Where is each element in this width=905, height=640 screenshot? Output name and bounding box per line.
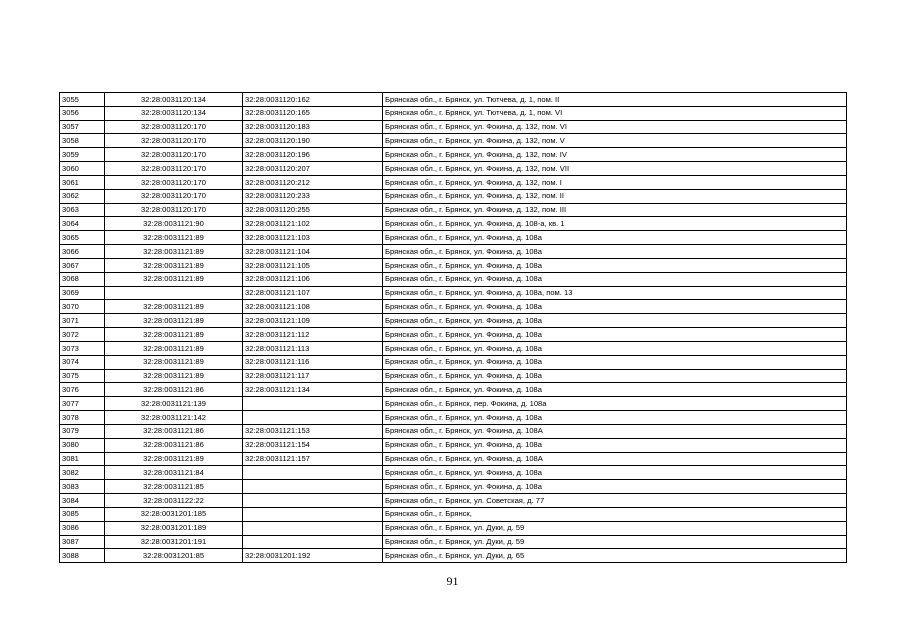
row-number-cell: 3071 (60, 314, 105, 328)
row-number-cell: 3058 (60, 134, 105, 148)
address-cell: Брянская обл., г. Брянск, ул. Советская, д. 77 (383, 494, 847, 508)
registry-table (59, 92, 847, 563)
cadastral-number-cell: 32:28:0031120:183 (243, 120, 383, 134)
address-cell: Брянская обл., г. Брянск, ул. Фокина, д. 108а (383, 328, 847, 342)
address-cell: Брянская обл., г. Брянск, ул. Фокина, д. 108а (383, 466, 847, 480)
table-row (60, 452, 847, 466)
table-row (60, 549, 847, 563)
address-cell: Брянская обл., г. Брянск, ул. Фокина, д. 108а (383, 272, 847, 286)
address-cell: Брянская обл., г. Брянск, ул. Тютчева, д. 1, пом. II (383, 93, 847, 107)
cadastral-number-cell: 32:28:0031121:154 (243, 438, 383, 452)
parent-cadastral-cell: 32:28:0031120:170 (105, 134, 243, 148)
cadastral-number-cell: 32:28:0031120:255 (243, 203, 383, 217)
row-number-cell: 3061 (60, 175, 105, 189)
table-row (60, 355, 847, 369)
table-row (60, 438, 847, 452)
table-row (60, 93, 847, 107)
table-row (60, 175, 847, 189)
table-row (60, 480, 847, 494)
row-number-cell: 3062 (60, 189, 105, 203)
cadastral-number-cell: 32:28:0031121:102 (243, 217, 383, 231)
row-number-cell: 3085 (60, 507, 105, 521)
address-cell: Брянская обл., г. Брянск, ул. Фокина, д. 108а (383, 245, 847, 259)
table-row (60, 217, 847, 231)
row-number-cell: 3080 (60, 438, 105, 452)
row-number-cell: 3083 (60, 480, 105, 494)
parent-cadastral-cell: 32:28:0031120:170 (105, 162, 243, 176)
address-cell: Брянская обл., г. Брянск, ул. Фокина, д. 108а (383, 355, 847, 369)
address-cell: Брянская обл., г. Брянск, ул. Фокина, д. 132, пом. IV (383, 148, 847, 162)
cadastral-number-cell: 32:28:0031120:165 (243, 106, 383, 120)
cadastral-number-cell: 32:28:0031201:192 (243, 549, 383, 563)
cadastral-number-cell (243, 494, 383, 508)
cadastral-number-cell (243, 521, 383, 535)
cadastral-number-cell (243, 411, 383, 425)
row-number-cell: 3068 (60, 272, 105, 286)
parent-cadastral-cell: 32:28:0031121:85 (105, 480, 243, 494)
address-cell: Брянская обл., г. Брянск, ул. Фокина, д. 132, пом. II (383, 189, 847, 203)
address-cell: Брянская обл., г. Брянск, ул. Фокина, д. 108а (383, 369, 847, 383)
cadastral-number-cell: 32:28:0031121:108 (243, 300, 383, 314)
page-number: 91 (446, 574, 459, 588)
parent-cadastral-cell: 32:28:0031121:89 (105, 355, 243, 369)
table-row (60, 314, 847, 328)
parent-cadastral-cell: 32:28:0031120:134 (105, 106, 243, 120)
table-row (60, 203, 847, 217)
cadastral-number-cell (243, 480, 383, 494)
row-number-cell: 3077 (60, 397, 105, 411)
table-row (60, 507, 847, 521)
address-cell: Брянская обл., г. Брянск, ул. Тютчева, д. 1, пом. VI (383, 106, 847, 120)
parent-cadastral-cell: 32:28:0031120:134 (105, 93, 243, 107)
cadastral-number-cell: 32:28:0031120:190 (243, 134, 383, 148)
parent-cadastral-cell: 32:28:0031201:191 (105, 535, 243, 549)
parent-cadastral-cell: 32:28:0031121:90 (105, 217, 243, 231)
cadastral-number-cell: 32:28:0031121:107 (243, 286, 383, 300)
table-row (60, 397, 847, 411)
row-number-cell: 3064 (60, 217, 105, 231)
table-row (60, 411, 847, 425)
cadastral-number-cell (243, 466, 383, 480)
address-cell: Брянская обл., г. Брянск, ул. Фокина, д. 108а (383, 383, 847, 397)
table-row (60, 300, 847, 314)
parent-cadastral-cell: 32:28:0031121:89 (105, 341, 243, 355)
row-number-cell: 3087 (60, 535, 105, 549)
table-row (60, 148, 847, 162)
parent-cadastral-cell: 32:28:0031121:84 (105, 466, 243, 480)
parent-cadastral-cell: 32:28:0031121:89 (105, 245, 243, 259)
cadastral-number-cell: 32:28:0031121:117 (243, 369, 383, 383)
parent-cadastral-cell: 32:28:0031121:89 (105, 369, 243, 383)
row-number-cell: 3074 (60, 355, 105, 369)
address-cell: Брянская обл., г. Брянск, ул. Фокина, д. 108А (383, 424, 847, 438)
cadastral-number-cell: 32:28:0031121:104 (243, 245, 383, 259)
row-number-cell: 3056 (60, 106, 105, 120)
address-cell: Брянская обл., г. Брянск, ул. Дуки, д. 59 (383, 521, 847, 535)
table-row (60, 494, 847, 508)
parent-cadastral-cell (105, 286, 243, 300)
parent-cadastral-cell: 32:28:0031120:170 (105, 120, 243, 134)
table-row (60, 383, 847, 397)
cadastral-number-cell: 32:28:0031120:233 (243, 189, 383, 203)
row-number-cell: 3072 (60, 328, 105, 342)
address-cell: Брянская обл., г. Брянск, ул. Дуки, д. 65 (383, 549, 847, 563)
address-cell: Брянская обл., г. Брянск, ул. Фокина, д. 108а (383, 300, 847, 314)
table-row (60, 272, 847, 286)
parent-cadastral-cell: 32:28:0031122:22 (105, 494, 243, 508)
cadastral-number-cell: 32:28:0031121:112 (243, 328, 383, 342)
address-cell: Брянская обл., г. Брянск, ул. Фокина, д. 108а, пом. 13 (383, 286, 847, 300)
row-number-cell: 3066 (60, 245, 105, 259)
table-row (60, 328, 847, 342)
cadastral-number-cell: 32:28:0031121:103 (243, 231, 383, 245)
address-cell: Брянская обл., г. Брянск, ул. Фокина, д. 108а (383, 480, 847, 494)
table-row (60, 535, 847, 549)
table-row (60, 341, 847, 355)
cadastral-number-cell: 32:28:0031120:207 (243, 162, 383, 176)
registry-table-body (60, 93, 847, 563)
cadastral-number-cell: 32:28:0031121:134 (243, 383, 383, 397)
parent-cadastral-cell: 32:28:0031121:142 (105, 411, 243, 425)
cadastral-number-cell: 32:28:0031121:106 (243, 272, 383, 286)
row-number-cell: 3059 (60, 148, 105, 162)
row-number-cell: 3060 (60, 162, 105, 176)
row-number-cell: 3081 (60, 452, 105, 466)
cadastral-number-cell: 32:28:0031121:157 (243, 452, 383, 466)
address-cell: Брянская обл., г. Брянск, (383, 507, 847, 521)
table-row (60, 231, 847, 245)
row-number-cell: 3078 (60, 411, 105, 425)
cadastral-number-cell: 32:28:0031121:153 (243, 424, 383, 438)
row-number-cell: 3076 (60, 383, 105, 397)
row-number-cell: 3075 (60, 369, 105, 383)
address-cell: Брянская обл., г. Брянск, ул. Фокина, д. 132, пом. III (383, 203, 847, 217)
row-number-cell: 3088 (60, 549, 105, 563)
row-number-cell: 3084 (60, 494, 105, 508)
parent-cadastral-cell: 32:28:0031121:89 (105, 258, 243, 272)
row-number-cell: 3069 (60, 286, 105, 300)
cadastral-number-cell (243, 397, 383, 411)
parent-cadastral-cell: 32:28:0031201:85 (105, 549, 243, 563)
address-cell: Брянская обл., г. Брянск, ул. Фокина, д. 108а (383, 438, 847, 452)
cadastral-number-cell: 32:28:0031121:113 (243, 341, 383, 355)
address-cell: Брянская обл., г. Брянск, ул. Фокина, д. 108-а, кв. 1 (383, 217, 847, 231)
parent-cadastral-cell: 32:28:0031120:170 (105, 175, 243, 189)
row-number-cell: 3070 (60, 300, 105, 314)
parent-cadastral-cell: 32:28:0031201:189 (105, 521, 243, 535)
parent-cadastral-cell: 32:28:0031121:139 (105, 397, 243, 411)
row-number-cell: 3063 (60, 203, 105, 217)
parent-cadastral-cell: 32:28:0031120:170 (105, 189, 243, 203)
table-row (60, 189, 847, 203)
address-cell: Брянская обл., г. Брянск, ул. Фокина, д. 108А (383, 452, 847, 466)
address-cell: Брянская обл., г. Брянск, ул. Фокина, д. 132, пом. VI (383, 120, 847, 134)
table-row (60, 120, 847, 134)
cadastral-number-cell: 32:28:0031121:109 (243, 314, 383, 328)
row-number-cell: 3067 (60, 258, 105, 272)
parent-cadastral-cell: 32:28:0031201:185 (105, 507, 243, 521)
cadastral-number-cell: 32:28:0031121:105 (243, 258, 383, 272)
parent-cadastral-cell: 32:28:0031121:89 (105, 272, 243, 286)
cadastral-number-cell: 32:28:0031120:162 (243, 93, 383, 107)
row-number-cell: 3057 (60, 120, 105, 134)
table-row (60, 286, 847, 300)
table-row (60, 521, 847, 535)
parent-cadastral-cell: 32:28:0031121:89 (105, 452, 243, 466)
table-row (60, 162, 847, 176)
cadastral-number-cell (243, 535, 383, 549)
table-row (60, 258, 847, 272)
parent-cadastral-cell: 32:28:0031120:170 (105, 203, 243, 217)
address-cell: Брянская обл., г. Брянск, ул. Фокина, д. 132, пом. I (383, 175, 847, 189)
row-number-cell: 3082 (60, 466, 105, 480)
table-row (60, 106, 847, 120)
address-cell: Брянская обл., г. Брянск, пер. Фокина, д. 108а (383, 397, 847, 411)
parent-cadastral-cell: 32:28:0031121:89 (105, 231, 243, 245)
parent-cadastral-cell: 32:28:0031121:89 (105, 314, 243, 328)
row-number-cell: 3073 (60, 341, 105, 355)
cadastral-number-cell: 32:28:0031120:212 (243, 175, 383, 189)
parent-cadastral-cell: 32:28:0031121:86 (105, 438, 243, 452)
address-cell: Брянская обл., г. Брянск, ул. Фокина, д. 132, пом. VII (383, 162, 847, 176)
table-row (60, 466, 847, 480)
row-number-cell: 3079 (60, 424, 105, 438)
address-cell: Брянская обл., г. Брянск, ул. Фокина, д. 108а (383, 231, 847, 245)
parent-cadastral-cell: 32:28:0031120:170 (105, 148, 243, 162)
table-row (60, 134, 847, 148)
address-cell: Брянская обл., г. Брянск, ул. Фокина, д. 108а (383, 314, 847, 328)
address-cell: Брянская обл., г. Брянск, ул. Фокина, д. 132, пом. V (383, 134, 847, 148)
cadastral-number-cell: 32:28:0031121:116 (243, 355, 383, 369)
address-cell: Брянская обл., г. Брянск, ул. Фокина, д. 108а (383, 341, 847, 355)
parent-cadastral-cell: 32:28:0031121:86 (105, 424, 243, 438)
table-row (60, 424, 847, 438)
address-cell: Брянская обл., г. Брянск, ул. Дуки, д. 59 (383, 535, 847, 549)
address-cell: Брянская обл., г. Брянск, ул. Фокина, д. 108а (383, 411, 847, 425)
cadastral-number-cell: 32:28:0031120:196 (243, 148, 383, 162)
cadastral-number-cell (243, 507, 383, 521)
row-number-cell: 3055 (60, 93, 105, 107)
table-row (60, 245, 847, 259)
table-row (60, 369, 847, 383)
row-number-cell: 3065 (60, 231, 105, 245)
parent-cadastral-cell: 32:28:0031121:89 (105, 328, 243, 342)
parent-cadastral-cell: 32:28:0031121:86 (105, 383, 243, 397)
row-number-cell: 3086 (60, 521, 105, 535)
parent-cadastral-cell: 32:28:0031121:89 (105, 300, 243, 314)
address-cell: Брянская обл., г. Брянск, ул. Фокина, д. 108а (383, 258, 847, 272)
